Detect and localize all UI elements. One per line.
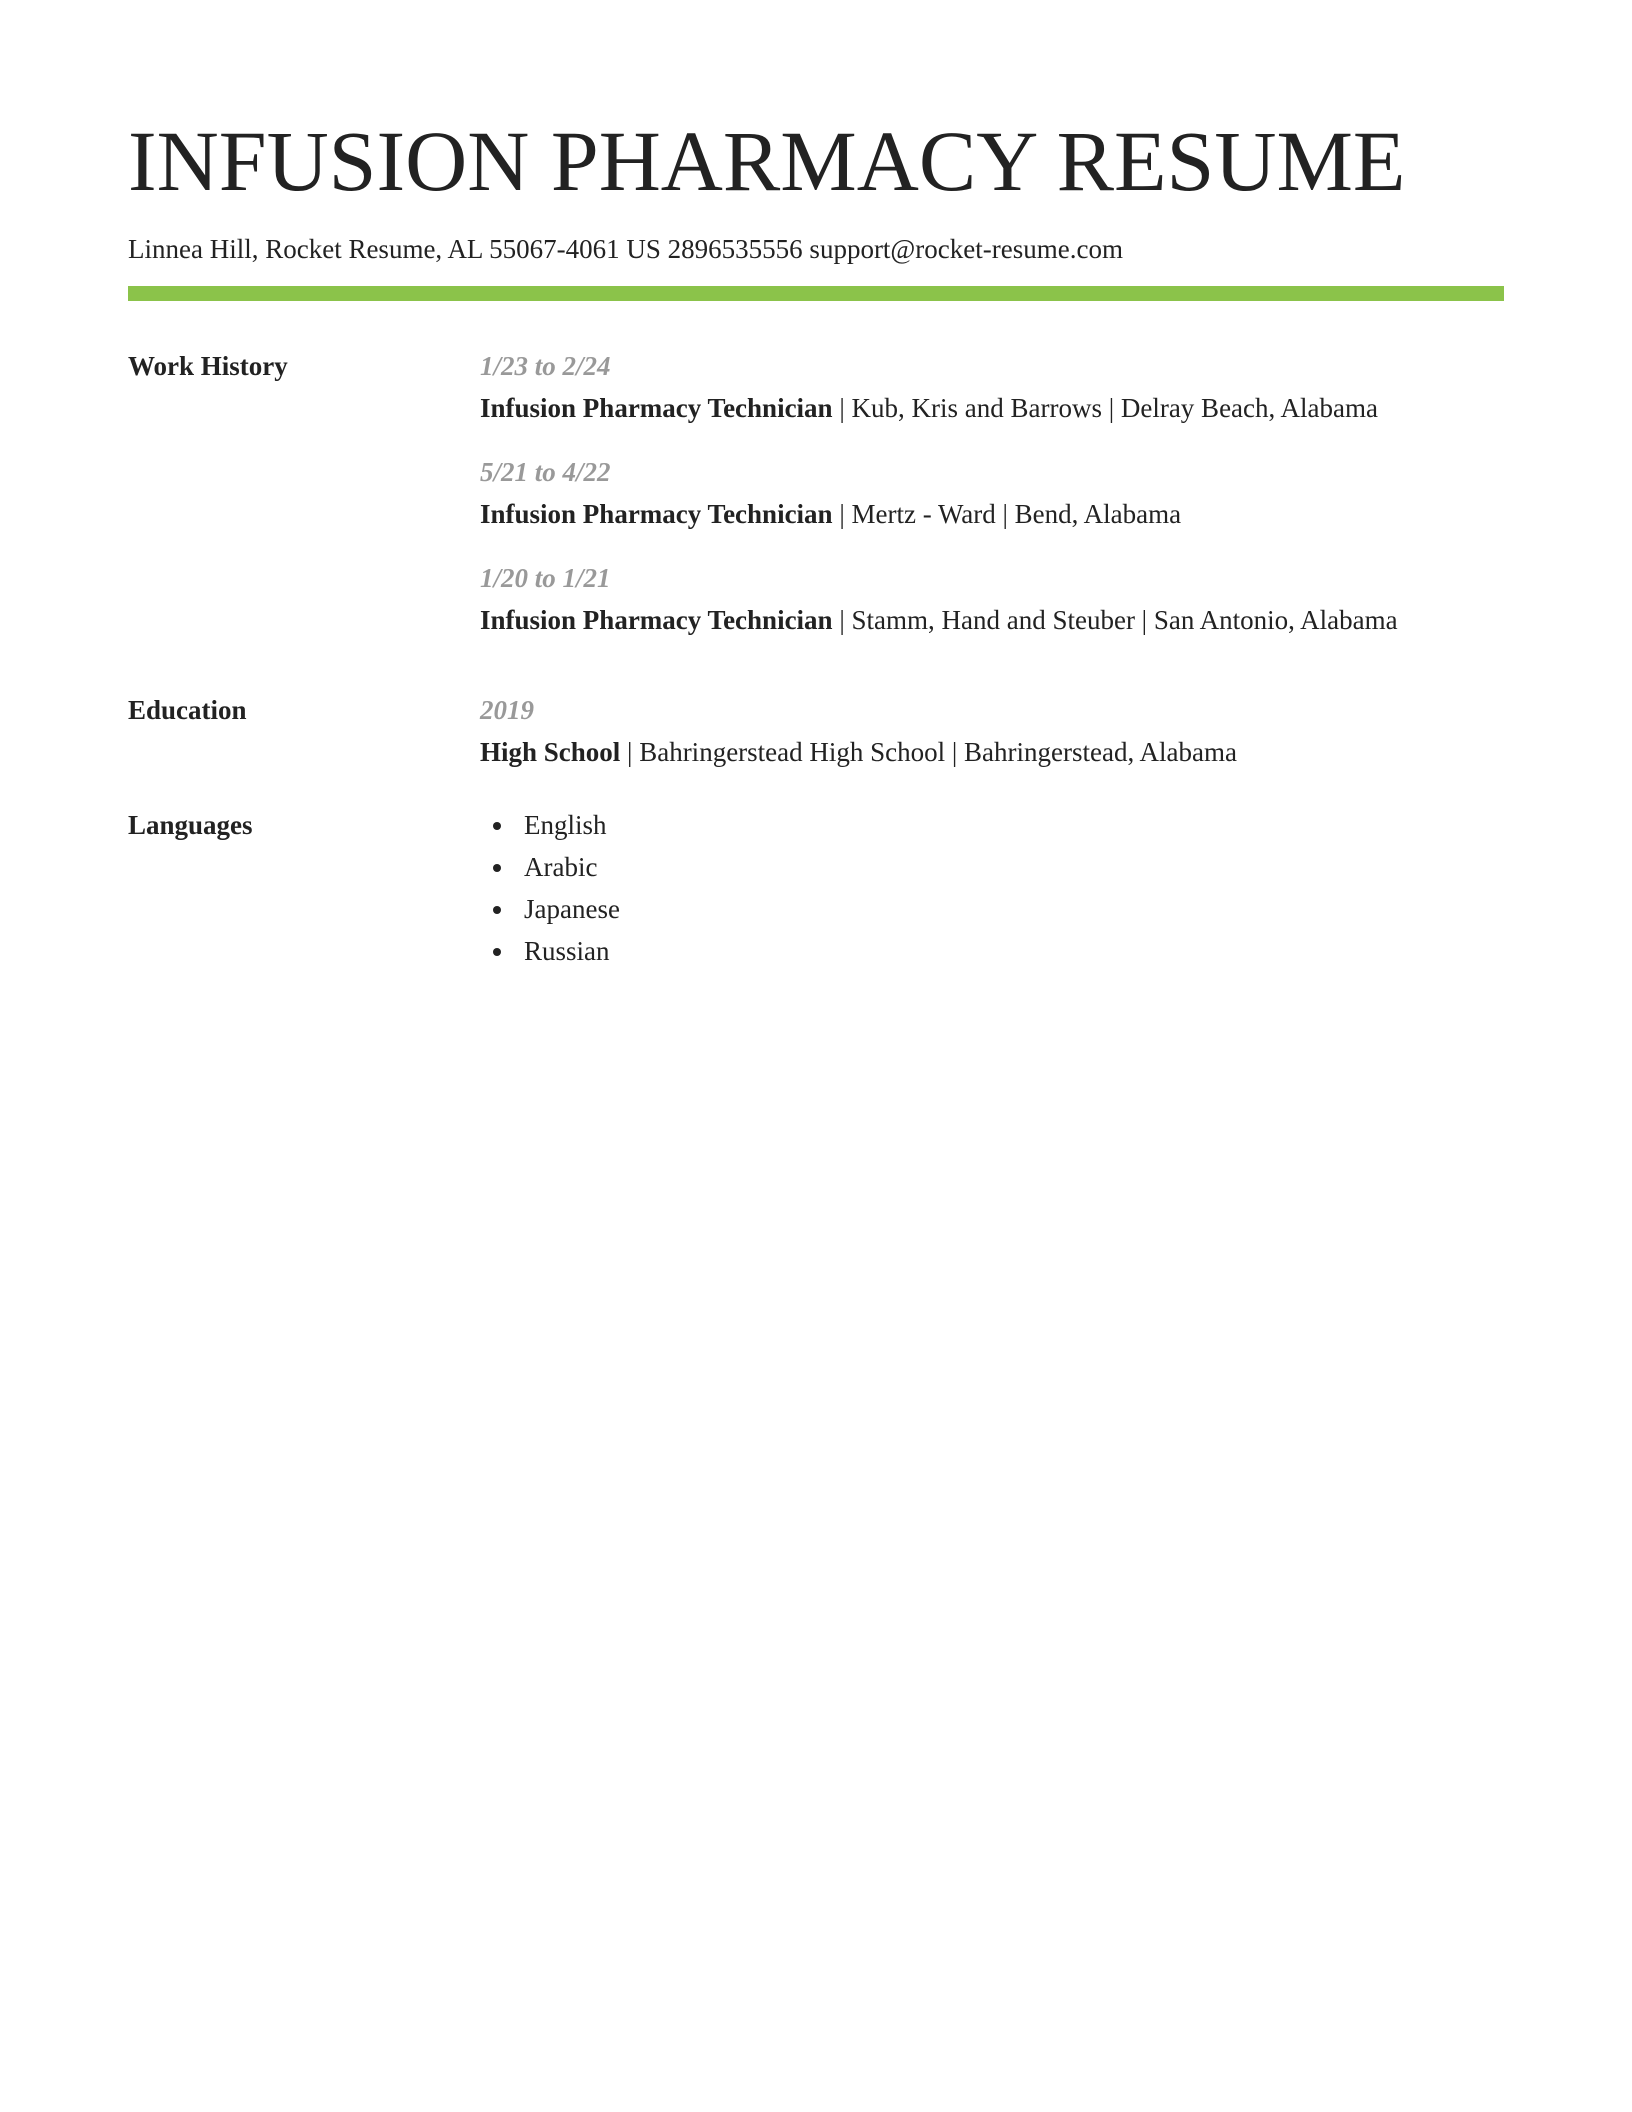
language-name: English: [524, 810, 607, 840]
entry-details: | Mertz - Ward | Bend, Alabama: [832, 499, 1182, 529]
list-item: [480, 893, 1504, 935]
work-history-entries: [480, 350, 1504, 636]
section-label-education: Education: [128, 695, 247, 725]
list-item: [480, 851, 1504, 893]
entry-details: | Bahringerstead High School | Bahringerstead, Alabama: [620, 737, 1237, 767]
bullet-icon: [493, 864, 501, 872]
languages-list-wrapper: [480, 809, 1504, 977]
section-label-languages: Languages: [128, 810, 253, 840]
education-entries: [480, 694, 1504, 768]
entry-dates: 1/20 to 1/21: [480, 563, 611, 593]
entry-details: | Stamm, Hand and Steuber | San Antonio, Alabama: [832, 605, 1398, 635]
list-item: [480, 809, 1504, 851]
languages-list: [480, 809, 1504, 977]
accent-divider: [128, 286, 1504, 301]
bullet-icon: [493, 948, 501, 956]
work-entry: [480, 350, 1504, 424]
entry-role: Infusion Pharmacy Technician: [480, 499, 833, 529]
resume-title: INFUSION PHARMACY RESUME: [128, 113, 1406, 209]
entry-line: [480, 498, 1504, 530]
language-name: Arabic: [524, 852, 598, 882]
bullet-icon: [493, 906, 501, 914]
entry-details: | Kub, Kris and Barrows | Delray Beach, Alabama: [832, 393, 1378, 423]
entry-line: [480, 392, 1504, 424]
section-label-work-history: Work History: [128, 351, 288, 381]
entry-dates: 2019: [480, 695, 534, 725]
bullet-icon: [493, 822, 501, 830]
contact-line: Linnea Hill, Rocket Resume, AL 55067-4061 US 2896535556 support@rocket-resume.com: [128, 234, 1123, 264]
entry-line: [480, 736, 1504, 768]
entry-role: Infusion Pharmacy Technician: [480, 605, 833, 635]
entry-dates: 1/23 to 2/24: [480, 351, 611, 381]
entry-line: [480, 604, 1504, 636]
language-name: Japanese: [524, 894, 620, 924]
entry-role: High School: [480, 737, 621, 767]
education-entry: [480, 694, 1504, 768]
work-entry: [480, 562, 1504, 636]
work-entry: [480, 456, 1504, 530]
list-item: [480, 935, 1504, 977]
language-name: Russian: [524, 936, 610, 966]
entry-dates: 5/21 to 4/22: [480, 457, 611, 487]
entry-role: Infusion Pharmacy Technician: [480, 393, 833, 423]
